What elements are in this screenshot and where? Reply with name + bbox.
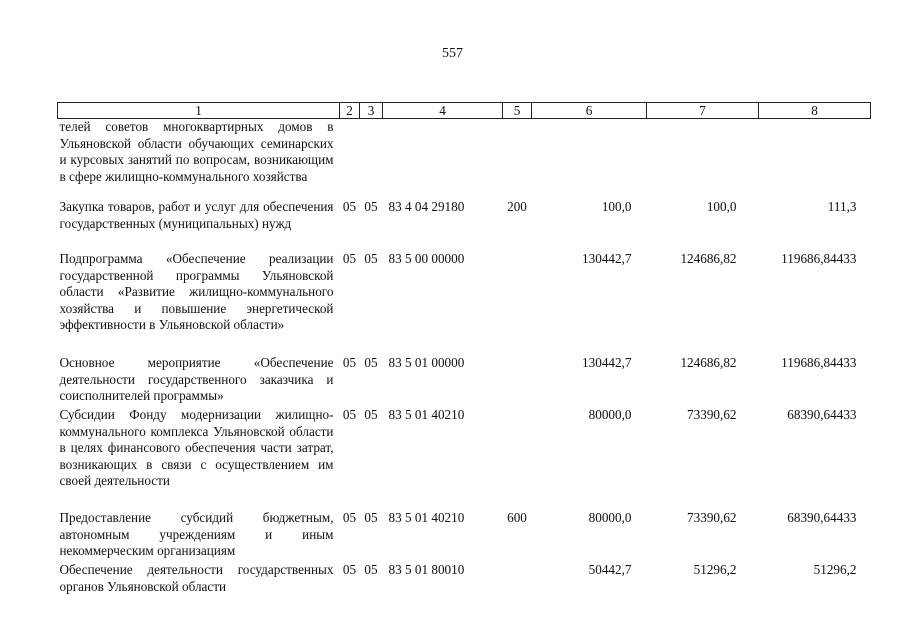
header-col-5: 5 <box>503 103 532 119</box>
row-name: Предоставление субсидий бюджетным, автономным учреждениям и иным некоммерческим организациям <box>59 510 334 558</box>
row-subsection: 05 <box>364 407 378 422</box>
table-row <box>58 562 871 596</box>
header-col-6: 6 <box>532 103 647 119</box>
header-row <box>58 103 871 119</box>
row-target-code: 83 5 01 00000 <box>388 355 465 370</box>
row-amount-col7: 124686,82 <box>680 251 737 266</box>
row-expense-type <box>503 562 532 596</box>
row-amount-col6: 80000,0 <box>588 407 632 422</box>
row-name: Подпрограмма «Обеспечение реализации государственной программы Ульяновской области «Развитие жилищно-коммунального хозяйства и повышение энергетической эффективности в Ульяновской области» <box>59 251 334 332</box>
row-amount-col6: 80000,0 <box>588 510 632 525</box>
row-expense-type <box>503 407 532 510</box>
row-amount-col6 <box>532 119 647 200</box>
row-amount-col8: 51296,2 <box>813 562 857 577</box>
row-amount-col6: 100,0 <box>601 199 632 214</box>
row-section: 05 <box>342 510 357 525</box>
row-name: Обеспечение деятельности государственных органов Ульяновской области <box>59 562 334 594</box>
header-col-3: 3 <box>360 103 383 119</box>
table-row <box>58 407 871 510</box>
table-row <box>58 119 871 200</box>
row-subsection <box>360 119 383 200</box>
row-subsection: 05 <box>364 510 378 525</box>
row-section: 05 <box>342 355 357 370</box>
page-number: 557 <box>442 46 463 61</box>
header-col-8: 8 <box>759 103 871 119</box>
row-amount-col6: 50442,7 <box>588 562 632 577</box>
row-section: 05 <box>342 251 357 266</box>
row-expense-type: 600 <box>507 510 527 525</box>
row-amount-col8 <box>759 119 871 200</box>
row-amount-col7 <box>647 119 759 200</box>
row-expense-type <box>503 355 532 407</box>
row-target-code: 83 5 01 40210 <box>388 407 465 422</box>
row-amount-col6: 130442,7 <box>582 251 632 266</box>
row-amount-col7: 124686,82 <box>680 355 737 370</box>
row-subsection: 05 <box>364 355 378 370</box>
table-header <box>58 103 871 119</box>
header-col-2: 2 <box>340 103 360 119</box>
row-amount-col6: 130442,7 <box>582 355 632 370</box>
row-section: 05 <box>342 407 357 422</box>
header-col-4: 4 <box>383 103 503 119</box>
table-row <box>58 510 871 562</box>
row-amount-col7: 100,0 <box>706 199 737 214</box>
row-subsection: 05 <box>364 562 378 577</box>
row-amount-col8: 119686,84433 <box>781 355 857 370</box>
row-name: Закупка товаров, работ и услуг для обеспечения государственных (муниципальных) нужд <box>59 199 334 231</box>
row-target-code: 83 5 01 40210 <box>388 510 465 525</box>
row-name: Основное мероприятие «Обеспечение деятельности государственного заказчика и соисполнителей программы» <box>59 355 334 403</box>
row-amount-col7: 73390,62 <box>687 510 737 525</box>
row-expense-type <box>503 251 532 355</box>
row-amount-col8: 68390,64433 <box>787 510 857 525</box>
row-target-code <box>383 119 503 200</box>
row-section: 05 <box>342 562 357 577</box>
row-amount-col8: 68390,64433 <box>787 407 857 422</box>
row-expense-type <box>503 119 532 200</box>
header-col-7: 7 <box>647 103 759 119</box>
row-target-code: 83 5 00 00000 <box>388 251 465 266</box>
row-target-code: 83 5 01 80010 <box>388 562 465 577</box>
row-amount-col7: 73390,62 <box>687 407 737 422</box>
row-section: 05 <box>342 199 357 214</box>
row-target-code: 83 4 04 29180 <box>388 199 465 214</box>
row-section <box>340 119 360 200</box>
table-row <box>58 251 871 355</box>
row-subsection: 05 <box>364 199 378 214</box>
table-row <box>58 355 871 407</box>
table-row <box>58 199 871 251</box>
budget-table <box>57 102 871 596</box>
row-name: телей советов многоквартирных домов в Ульяновской области обучающих семинарских и курсовых занятий по вопросам, возникающим в сфере жилищно-коммунального хозяйства <box>59 119 334 184</box>
header-col-1: 1 <box>58 103 340 119</box>
row-amount-col8: 119686,84433 <box>781 251 857 266</box>
row-expense-type: 200 <box>507 199 527 214</box>
row-name: Субсидии Фонду модернизации жилищно-коммунального комплекса Ульяновской области в целях финансового обеспечения части затрат, возникающих в связи с осуществлением им своей деятельности <box>59 407 334 488</box>
row-amount-col8: 111,3 <box>827 199 857 214</box>
row-subsection: 05 <box>364 251 378 266</box>
row-amount-col7: 51296,2 <box>693 562 737 577</box>
